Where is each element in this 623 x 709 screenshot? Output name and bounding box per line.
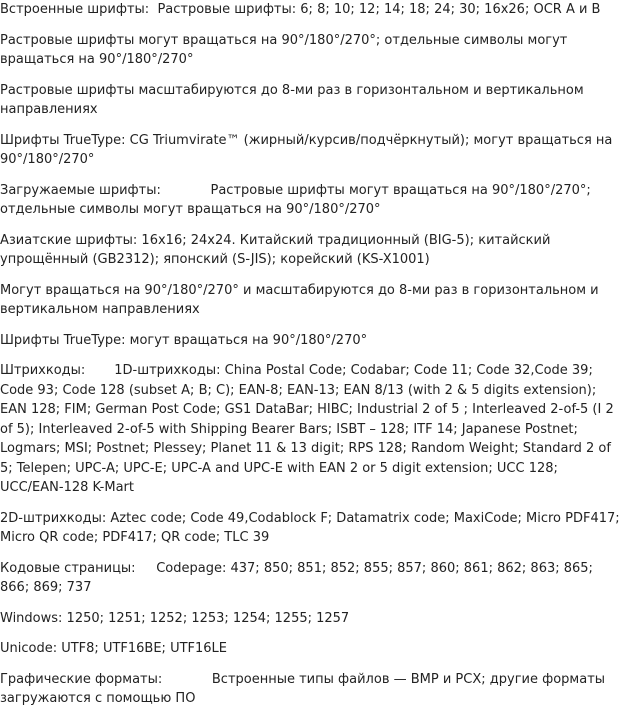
paragraph-text: Могут вращаться на 90°/180°/270° и масштабируются до 8-ми раз в горизонтальном и вертикальном направлениях [0,282,599,317]
paragraph-text: Растровые шрифты: 6; 8; 10; 12; 14; 18; 24; 30; 16x26; OCR A и B [157,2,601,17]
paragraph-text: Азиатские шрифты: 16x16; 24x24. Китайский традиционный (BIG-5); китайский упрощённый (GB2312); японский (S-JIS); корейский (KS-X1001) [0,232,551,267]
paragraph-text: Windows: 1250; 1251; 1252; 1253; 1254; 1255; 1257 [0,610,350,626]
paragraph-truetype-rotation [0,331,620,351]
paragraph-unicode [0,639,620,659]
paragraph-barcodes-1d [0,361,620,498]
paragraph-text: Шрифты TrueType: могут вращаться на 90°/180°/270° [0,332,368,348]
paragraph-text: Встроенные типы файлов — BMP и PCX; другие форматы загружаются с помощью ПО [0,671,606,706]
paragraph-text: Растровые шрифты могут вращаться на 90°/180°/270°; отдельные символы могут вращаться на 90°/180°/270° [0,32,568,67]
section-label: Кодовые страницы: [0,560,157,576]
section-label: Загружаемые шрифты: [0,182,211,198]
paragraph-asian-fonts [0,231,620,270]
paragraph-text: Растровые шрифты могут вращаться на 90°/180°/270°; отдельные символы могут вращаться на 90°/180°/270° [0,182,591,217]
paragraph-codepages [0,559,620,598]
paragraph-text: 2D-штрихкоды: Aztec code; Code 49,Codablock F; Datamatrix code; MaxiCode; Micro PDF417; Micro QR code; PDF417; QR code; TLC 39 [0,510,620,545]
paragraph-graphic-formats [0,670,620,709]
paragraph-text: Растровые шрифты масштабируются до 8-ми раз в горизонтальном и вертикальном направлениях [0,82,584,117]
paragraph-downloadable-fonts [0,181,620,220]
paragraph-text: Codepage: 437; 850; 851; 852; 855; 857; 860; 861; 862; 863; 865; 866; 869; 737 [0,560,593,595]
paragraph-windows-codepages [0,609,620,629]
paragraph-bitmap-rotation [0,31,620,70]
paragraph-bitmap-scaling [0,81,620,120]
paragraph-asian-rotation [0,281,620,320]
section-label: Встроенные шрифты: [0,2,158,17]
section-label: Штрихкоды: [0,363,115,378]
paragraph-barcodes-2d [0,509,620,548]
paragraph-text: 1D-штрихкоды: China Postal Code; Codabar; Code 11; Code 32,Code 39; Code 93; Code 128 (subset A; B; C); EAN-8; EAN-13; EAN 8/13 (with 2 & 5 digits extension); EAN 128; FIM; German Post Code; GS1 DataBar; HIBC; Industrial 2 of 5 ; Interleaved 2-of-5 (I 2 of 5); Interleaved 2-of-5 with Shipping Bearer Bars; ISBT – 128; ITF 14; Japanese Postnet; Logmars; MSI; Postnet; Plessey; Planet 11 & 13 digit; RPS 128; Random Weight; Standard 2 of 5; Telepen; UPC-A; UPC-E; UPC-A and UPC-E with EAN 2 or 5 digit extension; UCC 128; UCC/EAN-128 K-Mart [0,363,614,495]
paragraph-truetype-fonts [0,131,620,170]
paragraph-builtin-fonts [0,0,620,20]
paragraph-text: Unicode: UTF8; UTF16BE; UTF16LE [0,641,227,656]
paragraph-text: Шрифты TrueType: CG Triumvirate™ (жирный/курсив/подчёркнутый); могут вращаться на 90°/180°/270° [0,132,613,167]
section-label: Графические форматы: [0,671,212,687]
